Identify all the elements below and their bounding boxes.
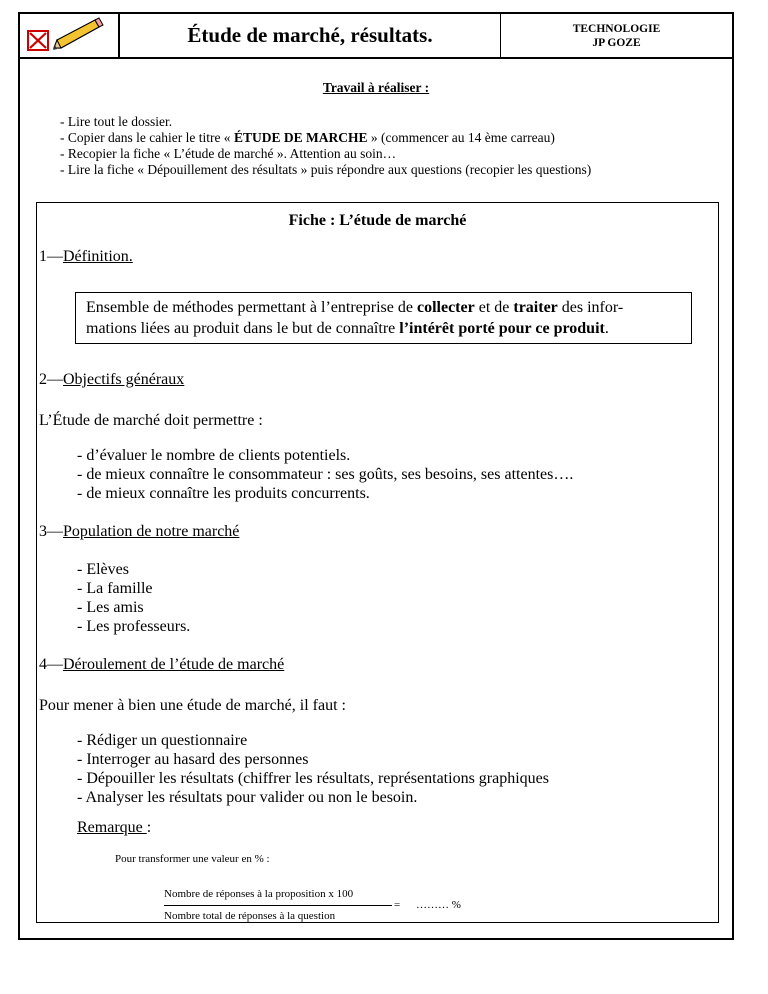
section-definition-heading: 1—Définition.: [39, 248, 133, 265]
task-title: Travail à réaliser :: [322, 80, 430, 95]
list-item: - Analyser les résultats pour valider ou non le besoin.: [77, 789, 418, 806]
task-item: - Recopier la fiche « L’étude de marché ». Attention au soin…: [60, 146, 397, 161]
process-intro: Pour mener à bien une étude de marché, il faut :: [39, 697, 346, 714]
objectives-list: [77, 446, 573, 503]
task-item: - Lire la fiche « Dépouillement des résultats » puis répondre aux questions (recopier les questions): [60, 162, 592, 177]
list-item: - de mieux connaître le consommateur : ses goûts, ses besoins, ses attentes….: [77, 466, 574, 483]
fiche-title: Fiche : L’étude de marché: [288, 212, 467, 229]
formula-numerator: Nombre de réponses à la proposition x 100: [164, 888, 354, 900]
section-objectives-heading: 2—Objectifs généraux: [39, 371, 185, 388]
list-item: - d’évaluer le nombre de clients potentiels.: [77, 447, 351, 464]
remark-intro: Pour transformer une valeur en % :: [115, 853, 270, 865]
definition-line: mations liées au produit dans le but de connaître l’intérêt porté pour ce produit.: [86, 320, 609, 337]
fraction-bar: [164, 905, 392, 906]
list-item: - Interroger au hasard des personnes: [77, 751, 309, 768]
fiche-box: [36, 202, 719, 923]
formula-result: ……… %: [416, 899, 461, 911]
document-title: Étude de marché, résultats.: [120, 14, 501, 57]
task-item: - Lire tout le dossier.: [60, 114, 173, 129]
remark-heading: Remarque :: [77, 819, 152, 836]
task-list: [60, 114, 591, 178]
formula-denominator: Nombre total de réponses à la question: [164, 910, 336, 922]
section-population-heading: 3—Population de notre marché: [39, 523, 240, 540]
list-item: - Les professeurs.: [77, 618, 191, 635]
list-item: - de mieux connaître les produits concurrents.: [77, 485, 370, 502]
list-item: - Dépouiller les résultats (chiffrer les résultats, représentations graphiques: [77, 770, 549, 787]
worksheet-frame: [18, 12, 734, 940]
objectives-intro: L’Étude de marché doit permettre :: [39, 412, 263, 429]
list-item: - La famille: [77, 580, 153, 597]
header: [20, 14, 732, 59]
list-item: - Rédiger un questionnaire: [77, 732, 248, 749]
list-item: - Les amis: [77, 599, 144, 616]
author-label: JP GOZE: [592, 36, 641, 49]
section-process-heading: 4—Déroulement de l’étude de marché: [39, 656, 285, 673]
subject-label: TECHNOLOGIE: [572, 22, 661, 35]
logo-cell: [20, 14, 120, 57]
checkbox-x-pencil-icon: [20, 14, 118, 57]
task-item: - Copier dans le cahier le titre « ÉTUDE DE MARCHE » (commencer au 14 ème carreau): [60, 130, 555, 145]
process-list: [77, 731, 549, 807]
list-item: - Elèves: [77, 561, 129, 578]
formula-equals: =: [394, 899, 401, 911]
subject-cell: [501, 14, 732, 57]
population-list: [77, 560, 190, 636]
definition-line: Ensemble de méthodes permettant à l’entreprise de collecter et de traiter des infor-: [86, 299, 624, 316]
definition-box: [75, 292, 692, 344]
